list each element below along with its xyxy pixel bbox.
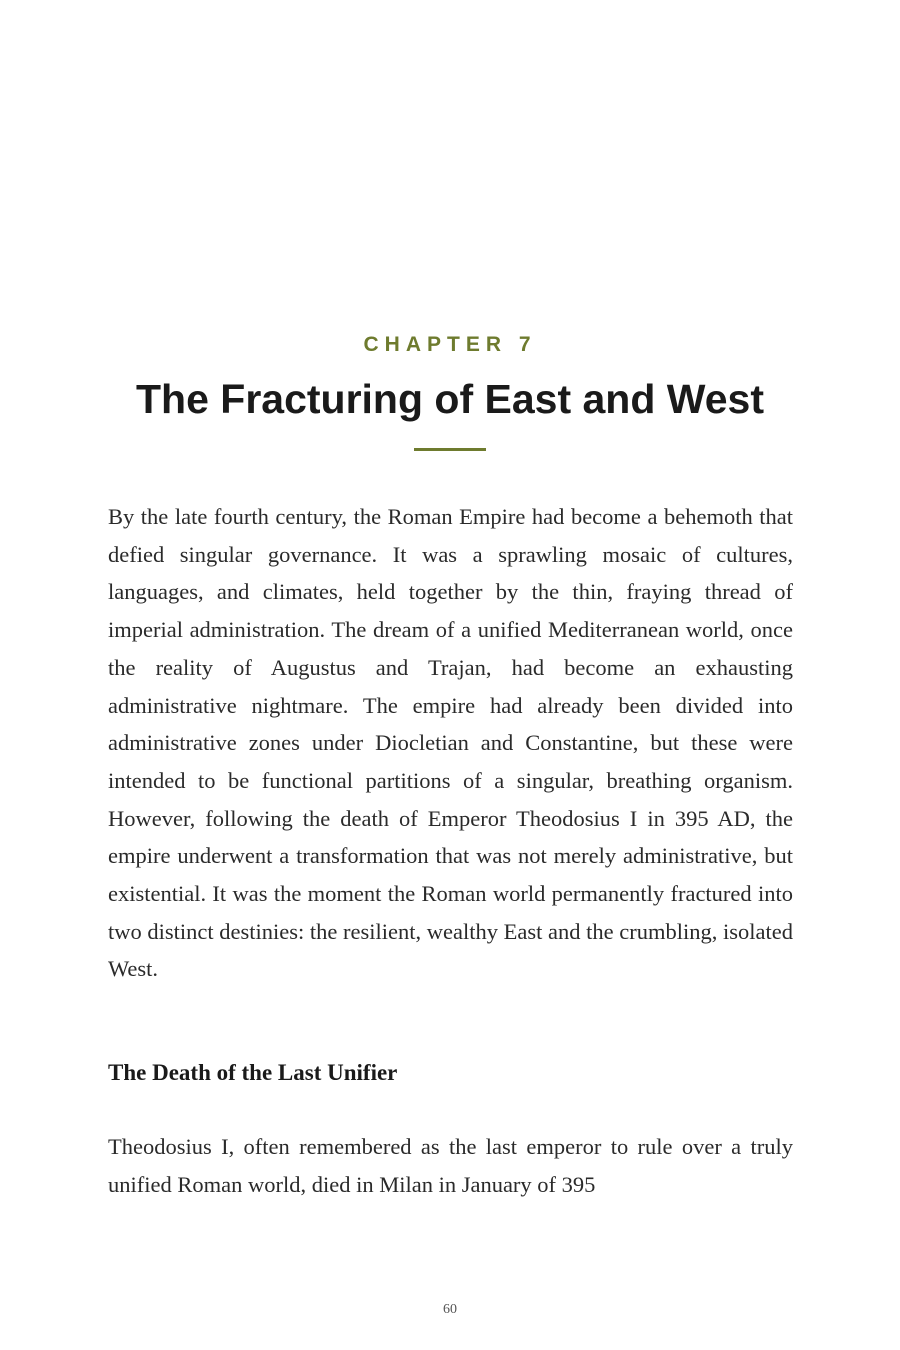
- body-paragraph-1: By the late fourth century, the Roman Empire had become a behemoth that defied singular governance. It was a sprawling mosaic of cultures, languages, and climates, held together by the thin, fraying thread of imperial administration. The dream of a unified Mediterranean world, once the reality of Augustus and Trajan, had become an exhausting administrative nightmare. The empire had already been divided into administrative zones under Diocletian and Constantine, but these were intended to be functional partitions of a singular, breathing organism. However, following the death of Emperor Theodosius I in 395 AD, the empire underwent a transformation that was not merely administrative, but existential. It was the moment the Roman world permanently fractured into two distinct destinies: the resilient, wealthy East and the crumbling, isolated West.: [108, 504, 793, 982]
- body-paragraph-2: Theodosius I, often remembered as the last emperor to rule over a truly unified Roman world, died in Milan in January of 395: [108, 1134, 793, 1197]
- page-number: 60: [443, 1302, 457, 1317]
- chapter-label: CHAPTER 7: [363, 333, 537, 356]
- title-divider: [414, 448, 486, 451]
- section-heading: The Death of the Last Unifier: [108, 1060, 398, 1085]
- chapter-title: The Fracturing of East and West: [136, 376, 764, 422]
